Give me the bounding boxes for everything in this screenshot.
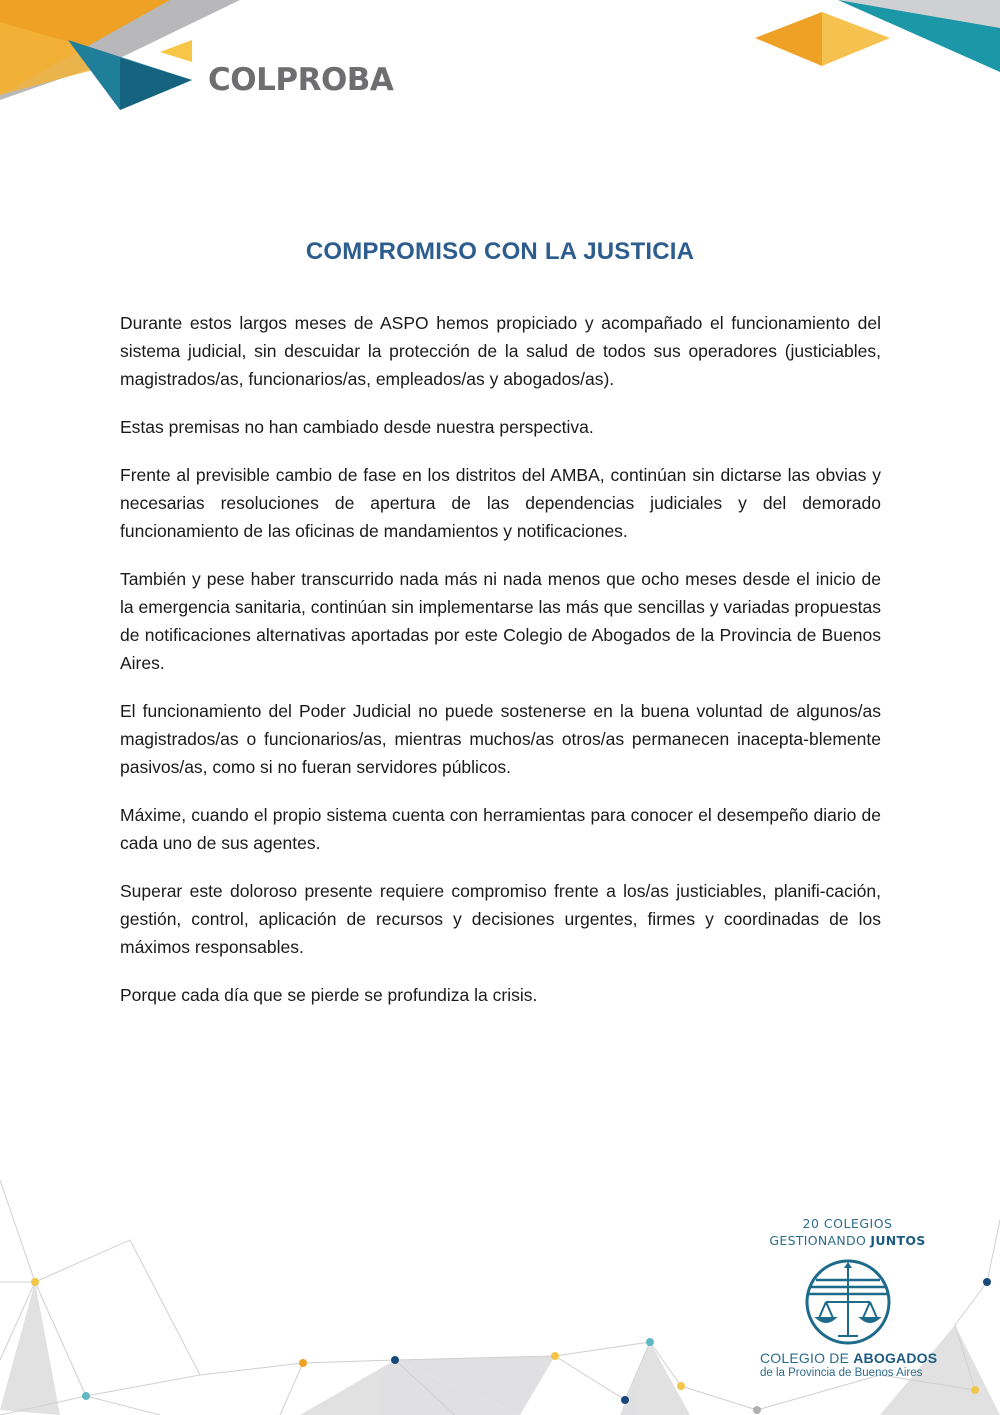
org-prefix: COLEGIO DE xyxy=(760,1350,854,1366)
document-title: COMPROMISO CON LA JUSTICIA xyxy=(305,238,695,266)
organization-name xyxy=(760,1350,960,1379)
justice-scales-seal-icon xyxy=(804,1258,892,1346)
paragraph: Estas premisas no han cambiado desde nuestra perspectiva. xyxy=(120,417,594,437)
paragraph: Frente al previsible cambio de fase en los distritos del AMBA, continúan sin dictarse las obvias y necesarias resoluciones de apertura de las dependencias judiciales y del demorado funcionamiento de las oficinas de mandamientos y notificaciones. xyxy=(120,465,881,541)
org-bold: ABOGADOS xyxy=(853,1350,938,1366)
paragraph: Durante estos largos meses de ASPO hemos propiciado y acompañado el funcionamiento del sistema judicial, sin descuidar la protección de la salud de todos sus operadores (justiciables, magistrados/as, funcionarios/as, empleados/as y abogados/as). xyxy=(120,313,881,389)
paragraph: Máxime, cuando el propio sistema cuenta con herramientas para conocer el desempeño diario de cada uno de sus agentes. xyxy=(120,805,881,853)
tagline-prefix: GESTIONANDO xyxy=(769,1233,871,1248)
tagline-bold: JUNTOS xyxy=(870,1233,926,1248)
colegios-tagline xyxy=(740,1215,955,1249)
paragraph: El funcionamiento del Poder Judicial no puede sostenerse en la buena voluntad de algunos/as magistrados/as o funcionarios/as, mientras muchos/as otros/as permanecen inacepta-blemente pasivos/as, como si no fueran servidores públicos. xyxy=(120,701,881,777)
brand-name: COLPROBA xyxy=(208,62,394,98)
tagline-line1: 20 COLEGIOS xyxy=(802,1216,893,1231)
header-decoration xyxy=(0,0,1000,130)
paragraph: Superar este doloroso presente requiere compromiso frente a los/as justiciables, planifi-cación, gestión, control, aplicación de recursos y decisiones urgentes, firmes y coordinadas de los máximos responsables. xyxy=(120,881,881,957)
paragraph: También y pese haber transcurrido nada más ni nada menos que ocho meses desde el inicio de la emergencia sanitaria, continúan sin implementarse las más que sencillas y variadas propuestas de notificaciones alternativas aportadas por este Colegio de Abogados de la Provincia de Buenos Aires. xyxy=(120,569,881,673)
paragraph: Porque cada día que se pierde se profundiza la crisis. xyxy=(120,985,538,1005)
document-body xyxy=(120,309,881,1029)
tagline-line2 xyxy=(740,1232,955,1249)
org-line2: de la Provincia de Buenos Aires xyxy=(760,1367,923,1379)
org-line1 xyxy=(760,1350,960,1366)
